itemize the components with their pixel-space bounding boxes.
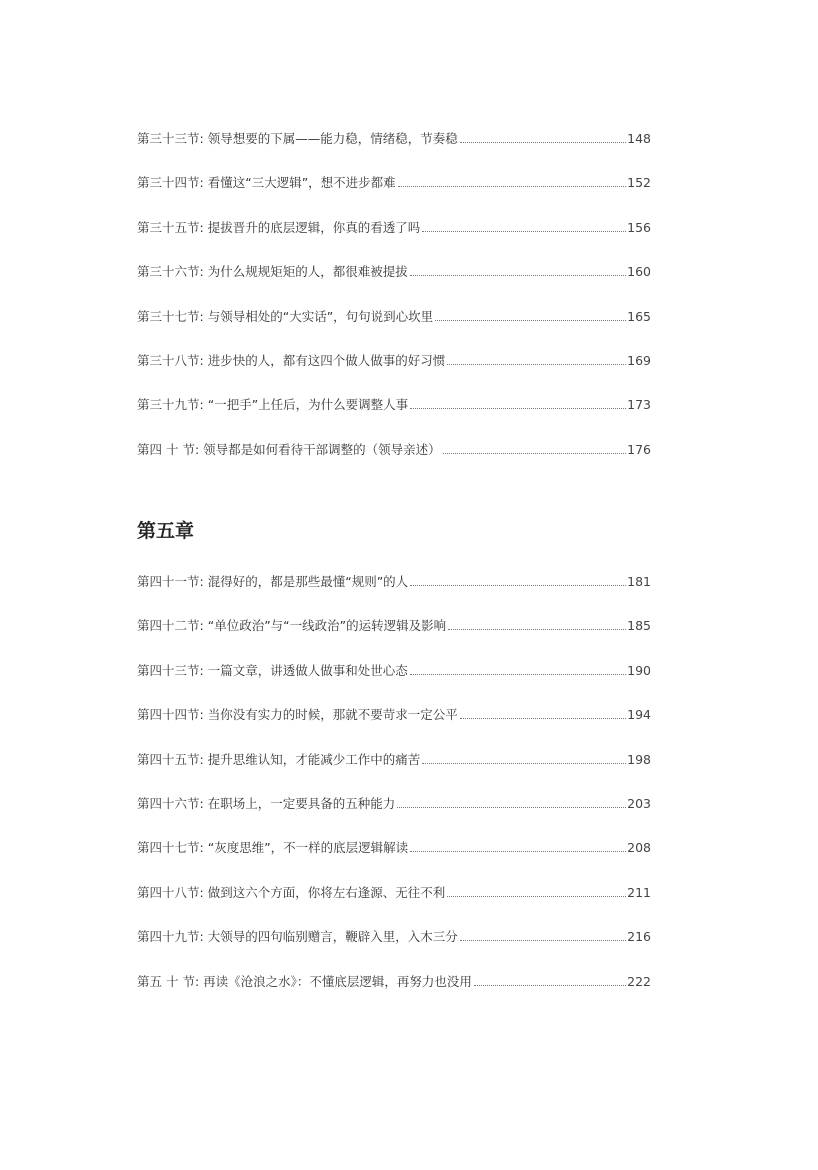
section-number: 第四十八节: [137, 884, 200, 900]
dot-leader: [397, 807, 626, 808]
section-number: 第三十五节: [137, 219, 200, 235]
section-title: 为什么规规矩矩的人，都很难被提拔: [207, 264, 408, 280]
section-separator: :: [199, 707, 204, 723]
section-title: 大领导的四句临别赠言，鞭辟入里，入木三分: [207, 929, 458, 945]
page-number: 185: [627, 618, 651, 634]
toc-entry[interactable]: [137, 167, 651, 191]
toc-entry[interactable]: [137, 921, 651, 945]
page-number: 169: [627, 352, 651, 368]
section-number: 第三十七节: [137, 308, 200, 324]
section-separator: :: [199, 175, 204, 191]
dot-leader: [443, 453, 626, 454]
section-number: 第四十六节: [137, 795, 200, 811]
section-title: 做到这六个方面，你将左右逢源、无往不利: [207, 884, 446, 900]
section-separator: :: [199, 574, 204, 589]
section-separator: :: [199, 219, 204, 235]
toc-entry[interactable]: [137, 832, 651, 856]
dot-leader: [448, 629, 626, 630]
section-separator: :: [199, 131, 204, 146]
section-title: 提升思维认知，才能减少工作中的痛苦: [207, 751, 421, 767]
section-title: 提拔晋升的底层逻辑，你真的看透了吗: [207, 219, 421, 235]
dot-leader: [410, 851, 626, 852]
section-number: 第三十三节: [137, 131, 200, 146]
page-number: 222: [627, 973, 651, 989]
section-title: “单位政治”与“一线政治”的运转逻辑及影响: [207, 618, 447, 634]
page-number: 173: [627, 397, 651, 413]
dot-leader: [410, 408, 626, 409]
toc-entry[interactable]: [137, 256, 651, 280]
chapter-heading: 第五章: [137, 520, 195, 542]
page-number: 190: [627, 662, 651, 678]
page-number: 208: [627, 840, 651, 856]
section-title: 与领导相处的“大实话”，句句说到心坎里: [207, 308, 434, 324]
section-title: 看懂这“三大逻辑”，想不进步都难: [207, 175, 396, 191]
page-number: 216: [627, 929, 651, 945]
section-title: 进步快的人，都有这四个做人做事的好习惯: [207, 352, 446, 368]
toc-entry[interactable]: [137, 877, 651, 901]
section-number: 第四十二节: [137, 618, 200, 634]
page-number: 148: [627, 131, 651, 146]
dot-leader: [447, 896, 626, 897]
section-separator: :: [199, 308, 204, 324]
section-separator: :: [194, 441, 200, 457]
page-number: 194: [627, 707, 651, 723]
section-number: 第四 十 节: [137, 441, 195, 457]
section-title: 再读《沧浪之水》：不懂底层逻辑，再努力也没用: [203, 973, 472, 989]
toc-entry[interactable]: [137, 655, 651, 679]
dot-leader: [410, 275, 626, 276]
section-title: 领导想要的下属——能力稳，情绪稳，节奏稳: [207, 131, 458, 146]
dot-leader: [410, 674, 626, 675]
dot-leader: [447, 364, 626, 365]
page-number: 181: [627, 574, 651, 589]
section-separator: :: [199, 884, 204, 900]
toc-entry[interactable]: [137, 744, 651, 768]
page-number: 152: [627, 175, 651, 191]
section-title: 混得好的，都是那些最懂“规则”的人: [207, 574, 409, 589]
section-number: 第四十一节: [137, 574, 200, 589]
toc-entry[interactable]: [137, 389, 651, 413]
section-title: “一把手”上任后，为什么要调整人事: [207, 397, 409, 413]
section-separator: :: [199, 618, 204, 634]
section-number: 第四十七节: [137, 840, 200, 856]
section-separator: :: [199, 929, 204, 945]
section-number: 第三十九节: [137, 397, 200, 413]
dot-leader: [460, 940, 626, 941]
page-number: 203: [627, 795, 651, 811]
section-number: 第三十四节: [137, 175, 200, 191]
section-number: 第三十八节: [137, 352, 200, 368]
dot-leader: [435, 320, 626, 321]
dot-leader: [422, 763, 626, 764]
toc-entry[interactable]: [137, 566, 651, 590]
toc-entry[interactable]: [137, 788, 651, 812]
section-separator: :: [199, 352, 204, 368]
dot-leader: [460, 142, 626, 143]
section-separator: :: [199, 751, 204, 767]
dot-leader: [460, 718, 626, 719]
section-title: 当你没有实力的时候，那就不要苛求一定公平: [207, 707, 458, 723]
section-separator: :: [199, 795, 204, 811]
dot-leader: [474, 985, 626, 986]
page-number: 198: [627, 751, 651, 767]
section-title: 领导都是如何看待干部调整的（领导亲述）: [203, 441, 441, 457]
section-number: 第四十九节: [137, 929, 200, 945]
toc-entry[interactable]: [137, 434, 651, 458]
toc-entry[interactable]: [137, 610, 651, 634]
page-number: 211: [627, 884, 651, 900]
toc-entry[interactable]: [137, 345, 651, 369]
section-number: 第四十五节: [137, 751, 200, 767]
dot-leader: [398, 186, 626, 187]
section-separator: :: [194, 973, 200, 989]
toc-entry[interactable]: [137, 123, 651, 147]
page-number: 176: [627, 441, 651, 457]
page-number: 165: [627, 308, 651, 324]
section-number: 第四十四节: [137, 707, 200, 723]
dot-leader: [410, 585, 626, 586]
section-title: 在职场上，一定要具备的五种能力: [207, 795, 396, 811]
section-title: “灰度思维”，不一样的底层逻辑解读: [207, 840, 409, 856]
section-number: 第三十六节: [137, 264, 200, 280]
section-number: 第五 十 节: [137, 973, 195, 989]
section-separator: :: [199, 662, 204, 678]
toc-group-chapter5: [137, 566, 651, 1010]
section-separator: :: [199, 397, 204, 413]
page-number: 156: [627, 219, 651, 235]
section-separator: :: [199, 840, 204, 856]
toc-entry[interactable]: [137, 301, 651, 325]
toc-group-chapter4: [137, 123, 651, 478]
toc-entry[interactable]: [137, 966, 651, 990]
toc-entry[interactable]: [137, 212, 651, 236]
page-number: 160: [627, 264, 651, 280]
dot-leader: [422, 231, 626, 232]
section-number: 第四十三节: [137, 662, 200, 678]
toc-entry[interactable]: [137, 699, 651, 723]
section-title: 一篇文章，讲透做人做事和处世心态: [207, 662, 408, 678]
section-separator: :: [199, 264, 204, 280]
